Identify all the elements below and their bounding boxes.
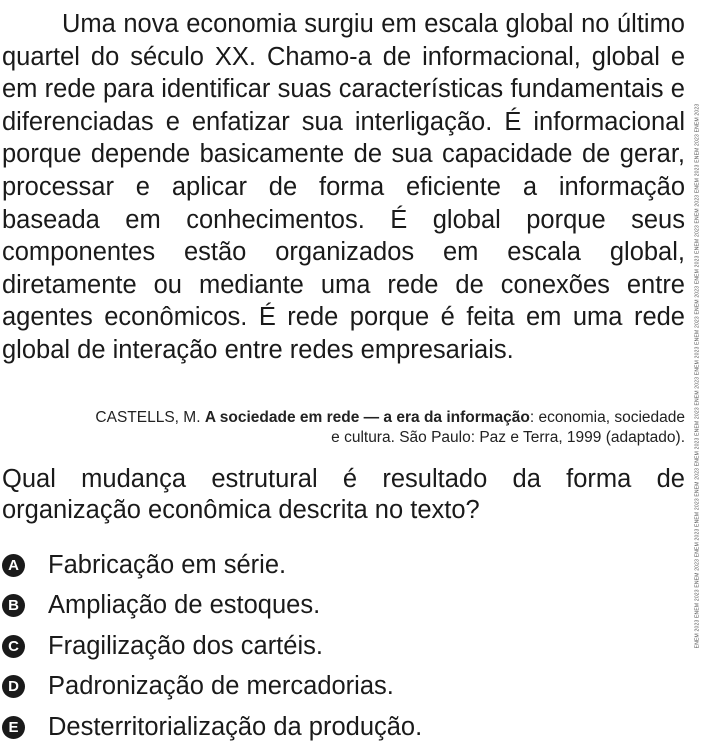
option-letter-badge: C <box>2 635 25 658</box>
option-text: Padronização de mercadorias. <box>48 672 394 701</box>
passage-text: Uma nova economia surgiu em escala global no último quartel do século XX. Chamo-a de informacional, global e em rede para identificar suas características fundamentais e diferenciadas e enfatizar sua interligação. É informacional porque depende basicamente de sua capacidade de gerar, processar e aplicar de forma eficiente a informação baseada em conhecimentos. É global porque seus componentes estão organizados em escala global, diretamente ou mediante uma rede de conexões entre agentes econômicos. É rede porque é feita em uma rede global de interação entre redes empresariais. <box>2 10 685 364</box>
option-e[interactable] <box>2 707 682 748</box>
margin-watermark-strip <box>692 0 702 751</box>
option-c[interactable] <box>2 626 682 667</box>
option-text: Fragilização dos cartéis. <box>48 631 323 660</box>
option-letter-badge: E <box>2 716 25 739</box>
answer-options <box>2 545 682 748</box>
option-letter-badge: B <box>2 594 25 617</box>
option-text: Ampliação de estoques. <box>48 591 321 620</box>
question-text: Qual mudança estrutural é resultado da forma de organização econômica descrita no texto? <box>2 465 685 524</box>
option-d[interactable] <box>2 667 682 708</box>
citation <box>85 408 685 448</box>
margin-watermark-text: ENEM 2023 ENEM 2023 ENEM 2023 ENEM 2023 ENEM 2023 ENEM 2023 ENEM 2023 ENEM 2023 ENEM 2023 ENEM 2023 ENEM 2023 ENEM 2023 ENEM 2023 ENEM 2023 ENEM 2023 ENEM 2023 ENEM 2023 ENEM 2023 <box>694 103 701 648</box>
option-text: Desterritorialização da produção. <box>48 712 423 741</box>
citation-title: A sociedade em rede — a era da informação <box>204 409 530 426</box>
option-letter-badge: D <box>2 675 25 698</box>
option-b[interactable] <box>2 586 682 627</box>
option-a[interactable] <box>2 545 682 586</box>
option-letter-badge: A <box>2 554 25 577</box>
option-text: Fabricação em série. <box>48 550 287 579</box>
citation-author: CASTELLS, M. <box>95 409 201 426</box>
citation-details: : economia, sociedade e cultura. São Paulo: Paz e Terra, 1999 (adaptado). <box>331 409 685 446</box>
